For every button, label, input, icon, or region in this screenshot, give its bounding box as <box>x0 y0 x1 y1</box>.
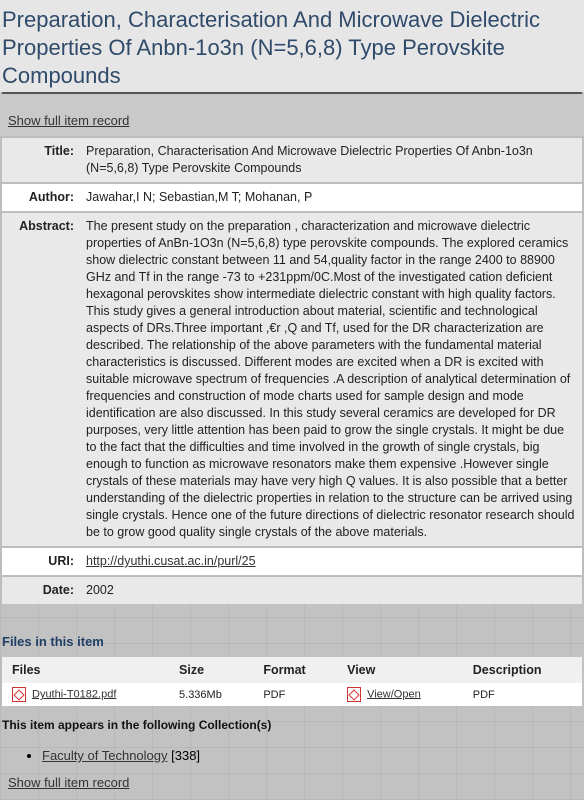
collection-count: [338] <box>171 748 201 763</box>
file-size: 5.336Mb <box>169 683 253 706</box>
metadata-row-date <box>2 577 582 604</box>
metadata-value: Jawahar,I N; Sebastian,M T; Mohanan, P <box>80 184 582 211</box>
collections-list <box>0 748 584 763</box>
view-open-link[interactable]: View/Open <box>367 688 421 701</box>
metadata-label: URI: <box>2 548 80 575</box>
files-header-row <box>2 657 582 683</box>
metadata-row-title <box>2 138 582 182</box>
collection-item <box>42 748 584 763</box>
files-heading: Files in this item <box>2 634 104 649</box>
files-table <box>2 657 582 706</box>
metadata-value <box>80 548 582 575</box>
files-col-header: View <box>337 657 463 683</box>
metadata-table <box>2 136 582 606</box>
file-format: PDF <box>253 683 337 706</box>
files-col-header: Format <box>253 657 337 683</box>
collection-link[interactable]: Faculty of Technology <box>42 748 168 763</box>
show-full-record-link[interactable]: Show full item record <box>8 113 130 128</box>
file-row <box>2 683 582 706</box>
files-col-header: Size <box>169 657 253 683</box>
metadata-value: Preparation, Characterisation And Microwave Dielectric Properties Of Anbn-1o3n (N=5,6,8) Type Perovskite Compounds <box>80 138 582 182</box>
view-cell <box>337 683 463 706</box>
files-col-header: Description <box>463 657 582 683</box>
file-cell <box>2 683 169 706</box>
metadata-label: Title: <box>2 138 80 182</box>
uri-link[interactable]: http://dyuthi.cusat.ac.in/purl/25 <box>86 554 256 568</box>
metadata-row-uri <box>2 548 582 575</box>
metadata-value: The present study on the preparation , characterization and microwave dielectric properties of AnBn-1O3n (N=5,6,8) type perovskite compounds. The explored ceramics show dielectric constant between 11 and 54,quality factor in the range 2400 to 88900 GHz and Tf in the range -73 to +231ppm/0C.Most of the investigated cation deficient hexagonal perovskites show intermediate dielectric constant with high quality factors. This study gives a general introduction about material, scientific and technological aspects of DRs.Three important ,€r ,Q and Tf, used for the DR characterization are described. The relationship of the above parameters with the fundamental material characteristics is discussed. Different modes are excited when a DR is excited with suitable microwave spectrum of frequencies .A description of analytical determination of frequencies and construction of mode charts used for sample design and mode identification are also discussed. In this study several ceramics are developed for DR purposes, very little attention has been paid to grow the single crystals. It might be due to the fact that the difficulties and time involved in the growth of single crystals, big enough to function as microwave resonators make them expensive .However single crystals of these materials may have very high Q values. It is also possible that a better understanding of the dielectric properties in relation to the structure can be arrived using single crystals. Hence one of the future directions of dielectric resonator research should be to grow good quality single crystals of the above materials. <box>80 213 582 546</box>
pdf-icon <box>347 687 361 702</box>
file-description: PDF <box>463 683 582 706</box>
page-title: Preparation, Characterisation And Microwave Dielectric Properties Of Anbn-1o3n (N=5,6,8) Type Perovskite Compounds <box>0 0 584 92</box>
metadata-label: Date: <box>2 577 80 604</box>
files-col-header: Files <box>2 657 169 683</box>
record-area <box>0 94 584 136</box>
file-link[interactable]: Dyuthi-T0182.pdf <box>32 688 117 701</box>
show-full-record-link-bottom[interactable]: Show full item record <box>8 775 130 790</box>
metadata-row-author <box>2 184 582 211</box>
collections-heading: This item appears in the following Collection(s) <box>2 718 272 732</box>
metadata-label: Abstract: <box>2 213 80 546</box>
metadata-value: 2002 <box>80 577 582 604</box>
pdf-icon <box>12 687 26 702</box>
metadata-label: Author: <box>2 184 80 211</box>
metadata-row-abstract <box>2 213 582 546</box>
